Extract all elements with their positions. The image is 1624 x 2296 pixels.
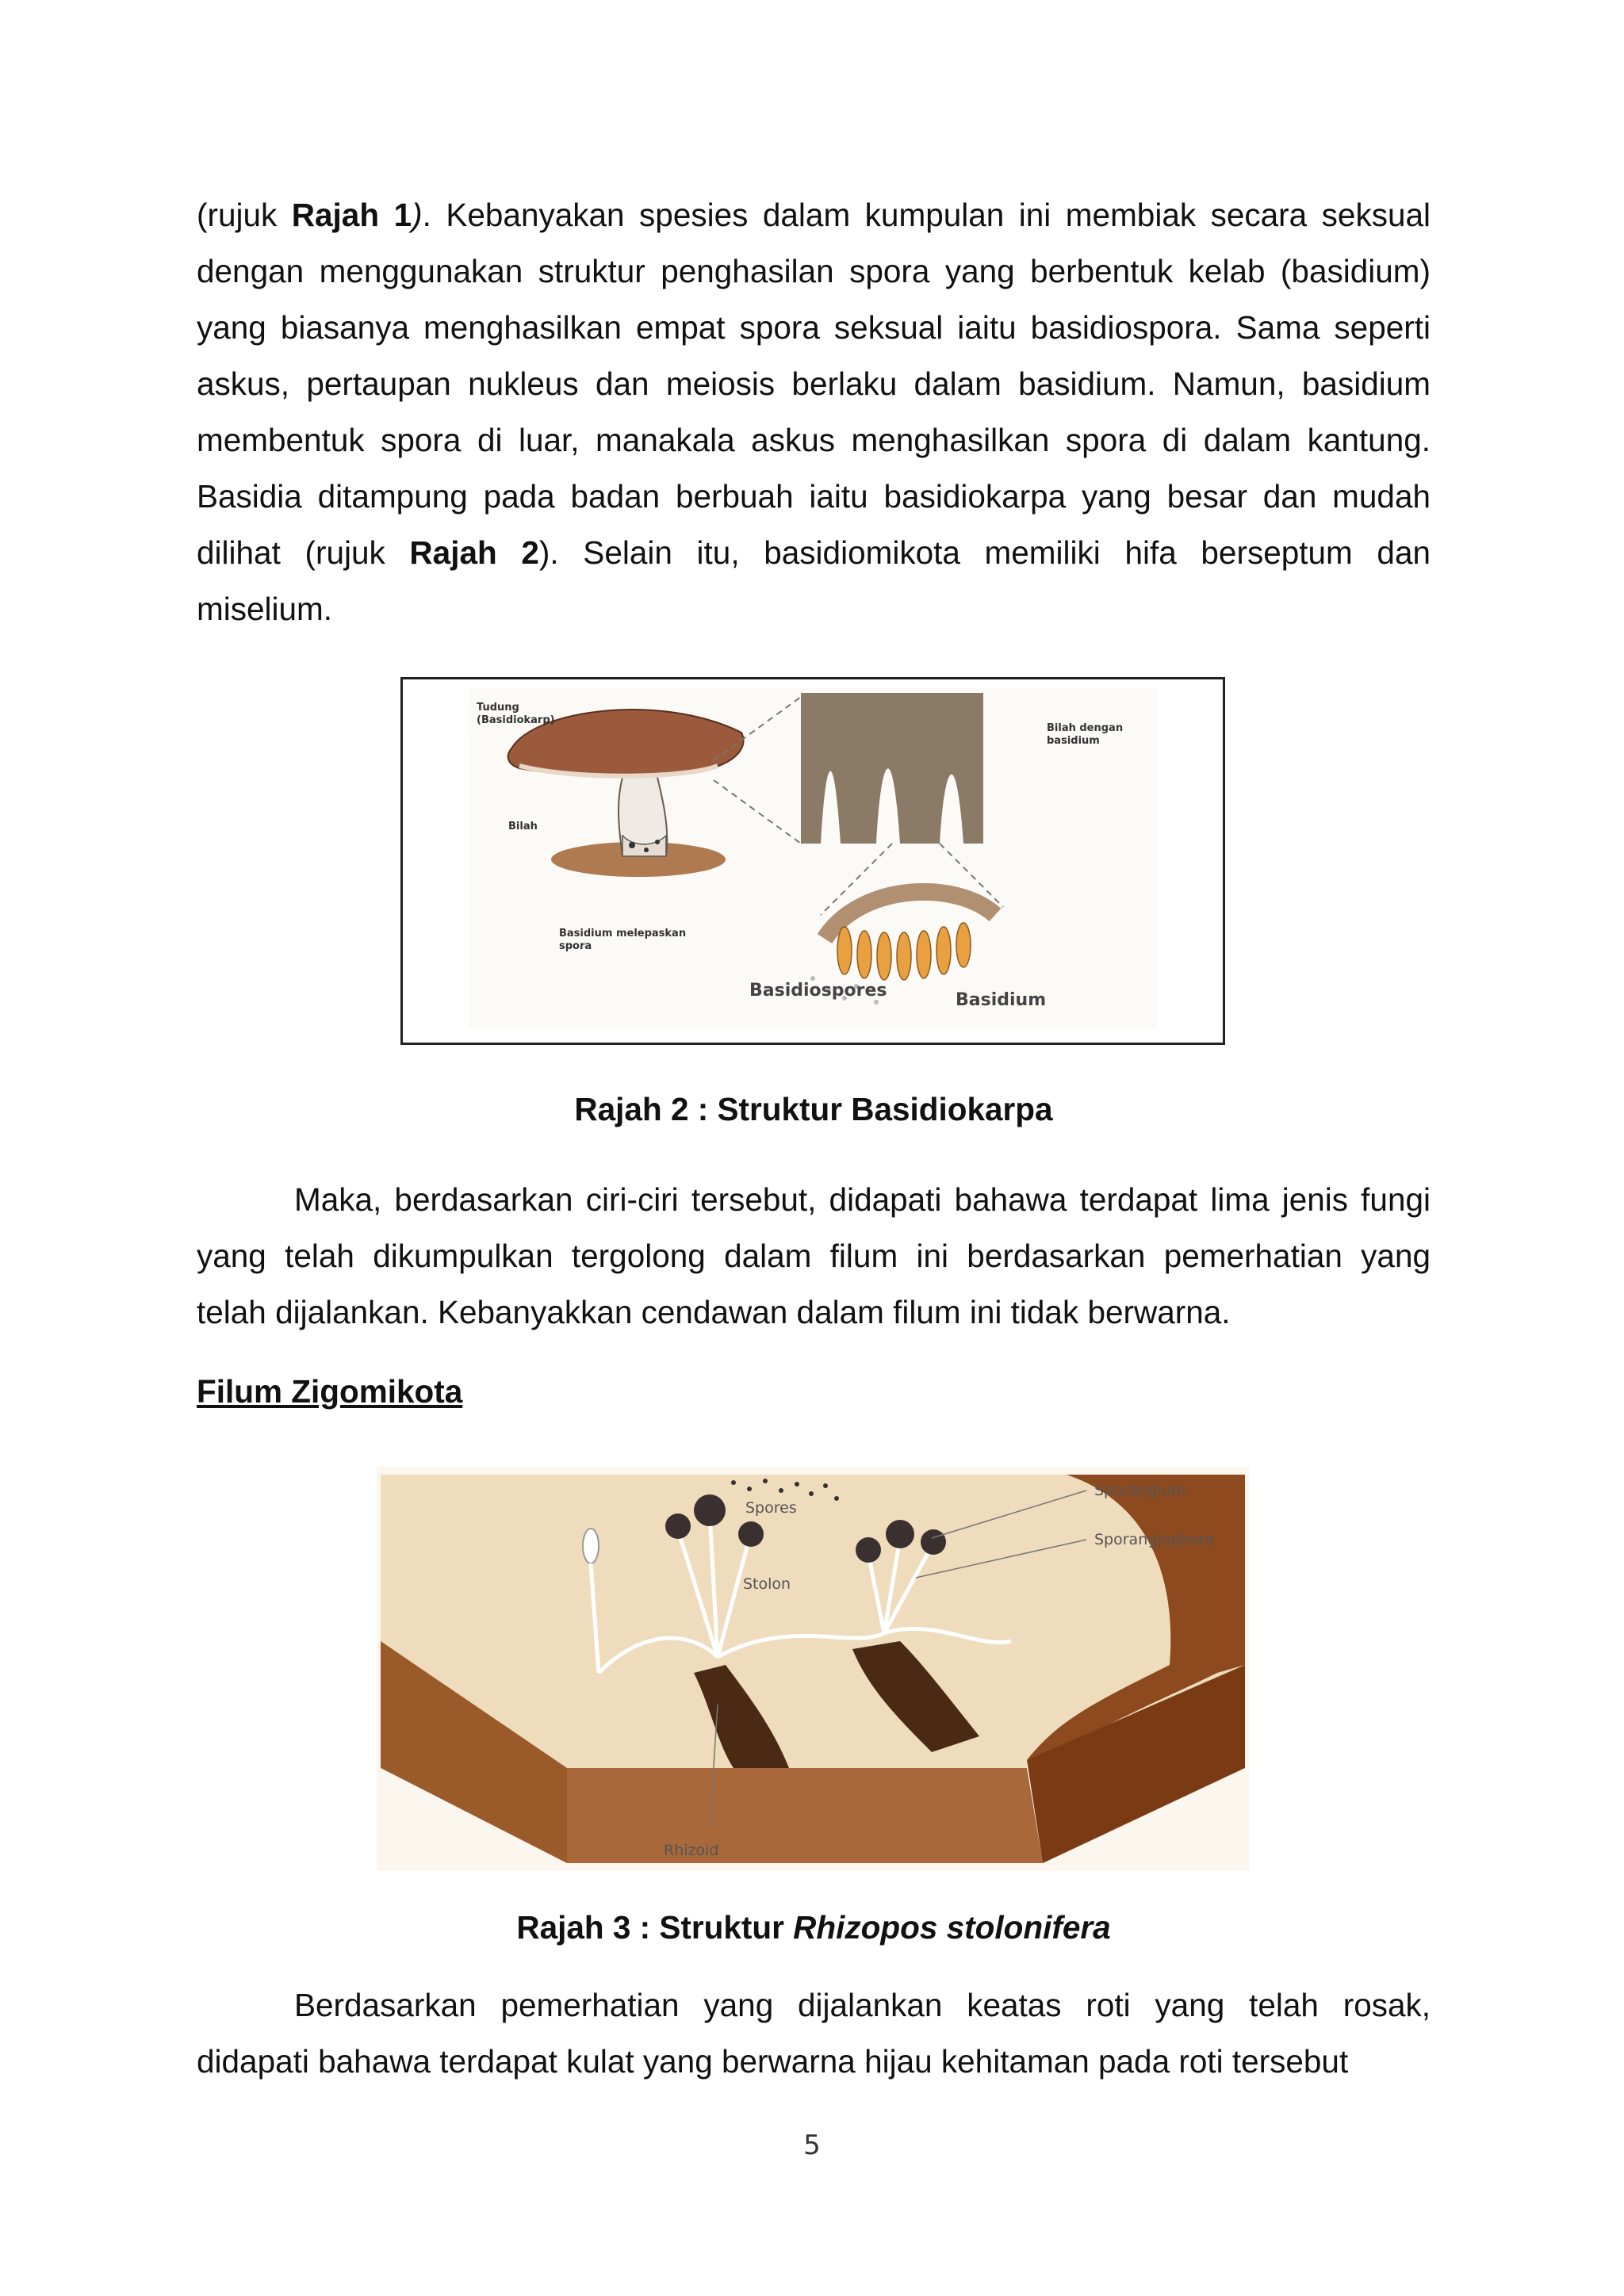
text-segment: . Kebanyakan spesies dalam kumpulan ini membiak secara seksual — [422, 197, 1431, 233]
text-segment: (rujuk — [197, 197, 292, 233]
text-line — [197, 469, 1431, 525]
text-segment: membentuk spora di luar, manakala askus menghasilkan spora di dalam kantung. — [197, 422, 1431, 458]
text-line — [197, 2034, 1431, 2090]
text-line — [197, 187, 1431, 243]
label-basidium-small: basidium — [1047, 735, 1100, 747]
figure-3-caption-prefix: Rajah 3 : Struktur — [516, 1909, 794, 1946]
label-basidium-melepaskan: Basidium melepaskan — [559, 928, 687, 939]
label-bilah: Bilah — [508, 821, 538, 832]
text-segment: Berdasarkan pemerhatian yang dijalankan keatas roti yang telah rosak, — [294, 1987, 1431, 2023]
text-line — [197, 1284, 1431, 1341]
label-sporangium: Sporangium — [1094, 1482, 1186, 1499]
text-segment: yang biasanya menghasilkan empat spora seksual iaitu basidiospora. Sama seperti — [197, 309, 1431, 346]
label-basidium: Basidium — [956, 990, 1047, 1010]
label-spores: Spores — [745, 1499, 797, 1517]
text-line — [197, 243, 1431, 300]
figure-3-caption-species: Rhizopos stolonifera — [793, 1909, 1111, 1946]
text-line — [197, 525, 1431, 581]
label-basidiospores: Basidiospores — [749, 981, 887, 1001]
label-spora: spora — [559, 940, 592, 952]
text-line — [197, 1228, 1431, 1284]
text-segment: Rajah 1 — [291, 197, 412, 233]
text-line — [197, 356, 1431, 412]
text-line — [197, 412, 1431, 469]
text-segment: Maka, berdasarkan ciri-ciri tersebut, didapati bahawa terdapat lima jenis fungi — [294, 1181, 1431, 1218]
text-segment: didapati bahawa terdapat kulat yang berwarna hijau kehitaman pada roti tersebut — [197, 2043, 1349, 2080]
paragraph-3 — [197, 1977, 1431, 2090]
label-stolon: Stolon — [743, 1575, 791, 1593]
text-segment: dilihat (rujuk — [197, 534, 410, 571]
text-segment: dengan menggunakan struktur penghasilan spora yang berbentuk kelab (basidium) — [197, 253, 1431, 289]
text-line — [197, 300, 1431, 356]
label-sporangiophore: Sporangiophore — [1094, 1531, 1215, 1548]
label-tudung: Tudung — [477, 702, 519, 714]
text-line — [197, 1172, 1431, 1228]
text-segment: miselium. — [197, 591, 333, 627]
paragraph-2 — [197, 1172, 1431, 1341]
figure-2-caption: Rajah 2 : Struktur Basidiokarpa — [574, 1091, 1053, 1127]
section-heading: Filum Zigomikota — [197, 1373, 463, 1410]
text-segment: ) — [412, 197, 423, 233]
figure-basidiokarpa — [400, 677, 1225, 1045]
text-segment: ). Selain itu, basidiomikota memiliki hifa berseptum dan — [538, 534, 1431, 571]
text-line — [197, 1977, 1431, 2034]
text-segment: yang telah dikumpulkan tergolong dalam filum ini berdasarkan pemerhatian yang — [197, 1238, 1431, 1274]
label-rhizoid: Rhizoid — [664, 1842, 719, 1859]
label-bilah-dengan: Bilah dengan — [1047, 722, 1124, 734]
label-basidiokarp: (Basidiokarp) — [477, 714, 555, 726]
paragraph-1 — [197, 187, 1431, 637]
text-segment: Basidia ditampung pada badan berbuah iaitu basidiokarpa yang besar dan mudah — [197, 478, 1431, 515]
figure-rhizopus — [377, 1467, 1249, 1871]
text-segment: Rajah 2 — [409, 534, 539, 571]
text-segment: askus, pertaupan nukleus dan meiosis berlaku dalam basidium. Namun, basidium — [197, 365, 1431, 402]
text-segment: telah dijalankan. Kebanyakkan cendawan dalam filum ini tidak berwarna. — [197, 1294, 1231, 1330]
text-line — [197, 581, 1431, 637]
figure-3-caption — [197, 1909, 1431, 1946]
page-number: 5 — [803, 2130, 821, 2161]
